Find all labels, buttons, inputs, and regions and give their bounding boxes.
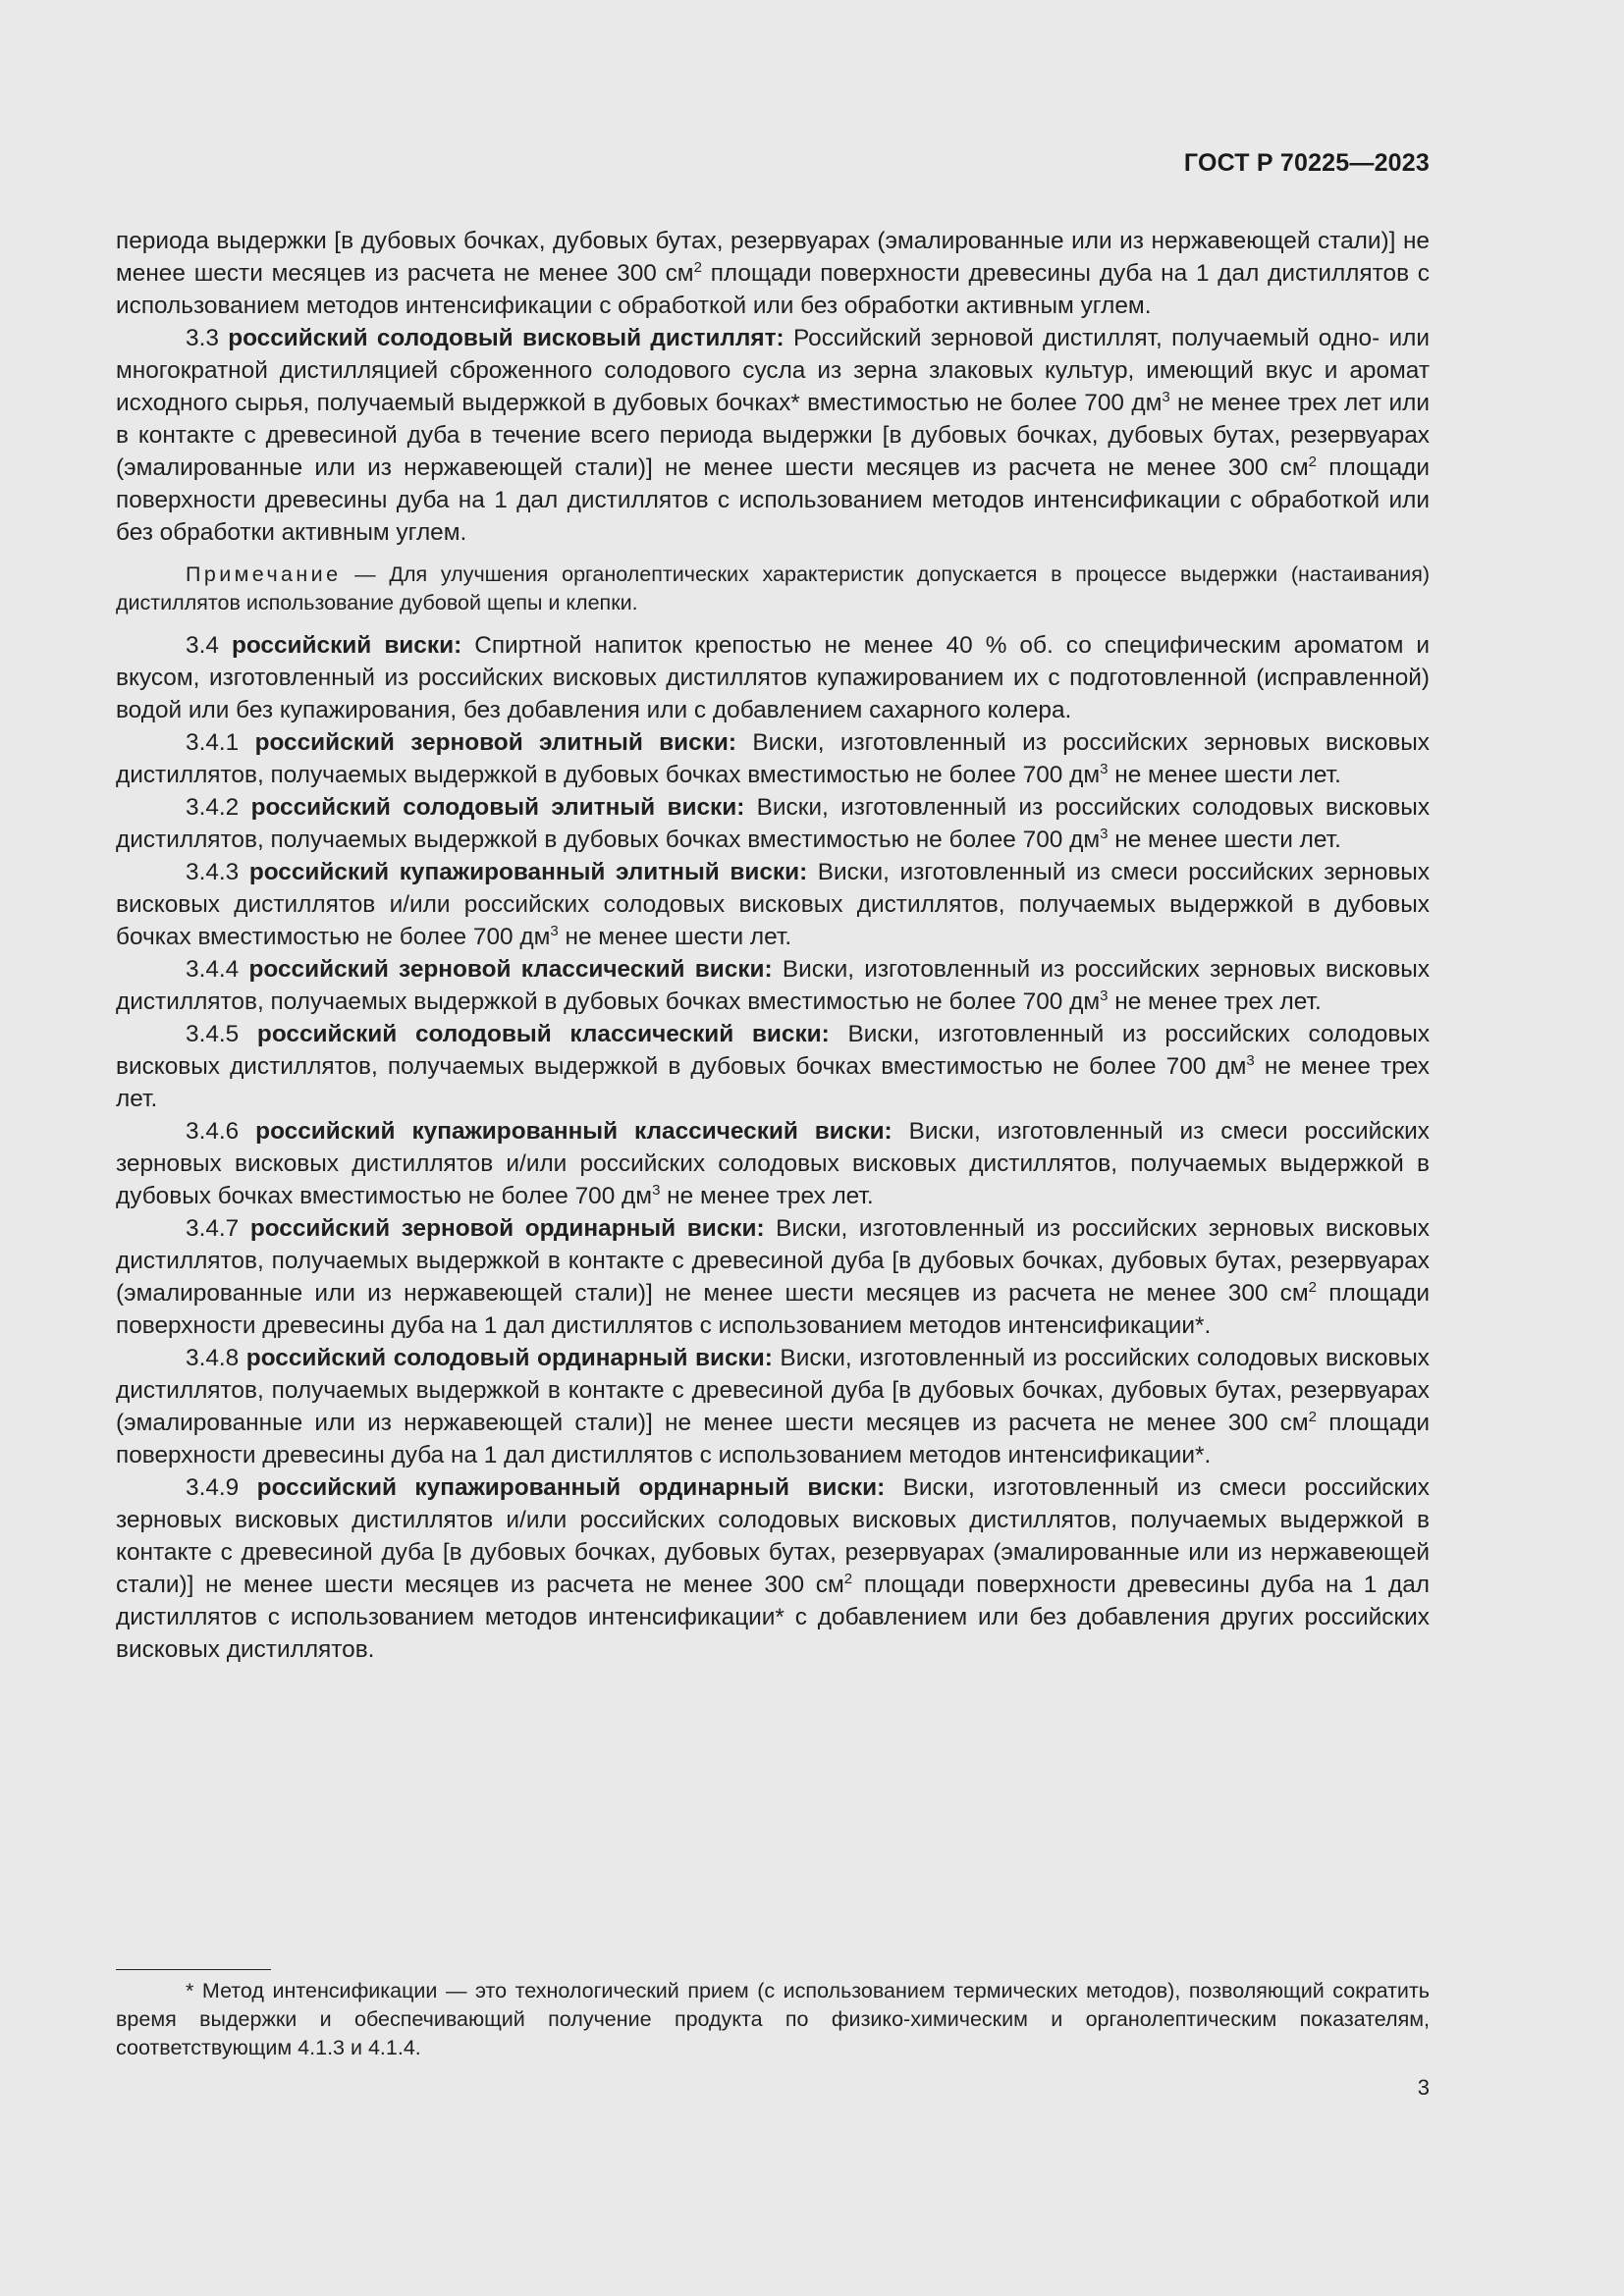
clause-number: 3.4.5	[186, 1021, 257, 1047]
clause-number: 3.3	[186, 325, 229, 351]
clause-number: 3.4.4	[186, 956, 249, 983]
clause-number: 3.4.1	[186, 729, 255, 756]
note	[116, 561, 1430, 617]
term: российский купажированный ординарный виски:	[256, 1474, 886, 1501]
clause-number: 3.4.6	[186, 1118, 256, 1145]
clause-number: 3.4.9	[186, 1474, 257, 1501]
term: российский солодовый элитный виски:	[250, 794, 745, 821]
definition-3-3: 3.3 российский солодовый висковый дистиллят: Российский зерновой дистиллят, получаемый одно- или многократной дистилляцией сброженного солодового сусла из зерна злаковых культур, имеющий вкус и аромат исходного сырья, получаемый выдержкой в дубовых бочках* вместимостью не более 700 $дм^3$ не менее трех лет или в контакте с древесиной дуба в течение всего периода выдержки [в дубовых бочках, дубовых бутах, резервуарах (эмалированные или из нержавеющей стали)] не менее шести месяцев из расчета не менее 300 $см^2$ площади поверхности древесины дуба на 1 дал дистиллятов с использованием методов интенсификации с обработкой или без обработки активным углем.	[116, 325, 1431, 546]
term: российский солодовый классический виски:	[256, 1021, 830, 1047]
definition-3-4-3: 3.4.3 российский купажированный элитный виски: Виски, изготовленный из смеси российских зерновых висковых дистиллятов и/или российских солодовых висковых дистиллятов, получаемых выдержкой в дубовых бочках вместимостью не более 700 $дм^3$ не менее шести лет.	[116, 859, 1431, 950]
clause-number: 3.4	[186, 632, 232, 659]
definition-3-4-6: 3.4.6 российский купажированный классический виски: Виски, изготовленный из смеси российских зерновых висковых дистиллятов и/или российских солодовых висковых дистиллятов, получаемых выдержкой в дубовых бочках вместимостью не более 700 $дм^3$ не менее трех лет.	[116, 1118, 1430, 1209]
term: российский солодовый ординарный виски:	[245, 1345, 773, 1371]
term: российский солодовый висковый дистиллят:	[228, 325, 785, 351]
term: российский виски:	[231, 632, 462, 659]
definition-3-4-7: 3.4.7 российский зерновой ординарный виски: Виски, изготовленный из российских зерновых висковых дистиллятов, получаемых выдержкой в контакте с древесиной дуба [в дубовых бочках, дубовых бутах, резервуарах (эмалированные или из нержавеющей стали)] не менее шести месяцев из расчета не менее 300 $см^2$ площади поверхности древесины дуба на 1 дал дистиллятов с использованием методов интенсификации*.	[116, 1215, 1431, 1339]
clause-number: 3.4.8	[186, 1345, 246, 1371]
paragraph-continuation: периода выдержки [в дубовых бочках, дубовых бутах, резервуарах (эмалированные или из нержавеющей стали)] не менее шести месяцев из расчета не менее 300 $см^2$ площади поверхности древесины дуба на 1 дал дистиллятов с использованием методов интенсификации с обработкой или без обработки активным углем.	[116, 228, 1431, 319]
definition-3-4-5: 3.4.5 российский солодовый классический виски: Виски, изготовленный из российских солодовых висковых дистиллятов, получаемых выдержкой в дубовых бочках вместимостью не более 700 $дм^3$ не менее трех лет.	[116, 1021, 1431, 1112]
definition-3-4-1: 3.4.1 российский зерновой элитный виски: Виски, изготовленный из российских зерновых висковых дистиллятов, получаемых выдержкой в дубовых бочках вместимостью не более 700 $дм^3$ не менее шести лет.	[116, 729, 1431, 788]
note-text: — Для улучшения органолептических характеристик допускается в процессе выдержки (настаивания) дистиллятов использование дубовой щепы и клепки.	[116, 562, 1430, 614]
document-body	[116, 225, 1430, 1666]
note-label: Примечание	[186, 562, 342, 586]
footnote-separator	[116, 1969, 271, 1970]
definition-3-4-9: 3.4.9 российский купажированный ординарный виски: Виски, изготовленный из смеси российских зерновых висковых дистиллятов и/или российских солодовых висковых дистиллятов, получаемых выдержкой в контакте с древесиной дуба [в дубовых бочках, дубовых бутах, резервуарах (эмалированные или из нержавеющей стали)] не менее шести месяцев из расчета не менее 300 $см^2$ площади поверхности древесины дуба на 1 дал дистиллятов с использованием методов интенсификации* с добавлением или без добавления других российских висковых дистиллятов.	[116, 1474, 1431, 1663]
term: российский зерновой классический виски:	[248, 956, 773, 983]
clause-number: 3.4.7	[186, 1215, 250, 1242]
clause-number: 3.4.3	[186, 859, 249, 885]
definition-3-4: 3.4 российский виски: Спиртной напиток крепостью не менее 40 % об. со специфическим ароматом и вкусом, изготовленный из российских висковых дистиллятов купажированием их с подготовленной (исправленной) водой или без купажирования, без добавления или с добавлением сахарного колера.	[116, 632, 1431, 723]
clause-number: 3.4.2	[186, 794, 251, 821]
term: российский зерновой ординарный виски:	[249, 1215, 765, 1242]
definition-3-4-8: 3.4.8 российский солодовый ординарный виски: Виски, изготовленный из российских солодовых висковых дистиллятов, получаемых выдержкой в контакте с древесиной дуба [в дубовых бочках, дубовых бутах, резервуарах (эмалированные или из нержавеющей стали)] не менее шести месяцев из расчета не менее 300 $см^2$ площади поверхности древесины дуба на 1 дал дистиллятов с использованием методов интенсификации*.	[116, 1345, 1431, 1468]
term: российский купажированный элитный виски:	[248, 859, 808, 885]
definition-3-4-2: 3.4.2 российский солодовый элитный виски: Виски, изготовленный из российских солодовых висковых дистиллятов, получаемых выдержкой в дубовых бочках вместимостью не более 700 $дм^3$ не менее шести лет.	[116, 794, 1431, 853]
document-code-header: ГОСТ Р 70225—2023	[1183, 149, 1430, 177]
term: российский купажированный классический виски:	[255, 1118, 893, 1145]
page-number: 3	[1417, 2075, 1430, 2100]
term: российский зерновой элитный виски:	[254, 729, 737, 756]
definition-3-4-4: 3.4.4 российский зерновой классический виски: Виски, изготовленный из российских зерновых висковых дистиллятов, получаемых выдержкой в дубовых бочках вместимостью не более 700 $дм^3$ не менее трех лет.	[116, 956, 1431, 1015]
footnote: * Метод интенсификации — это технологический прием (с использованием термических методов), позволяющий сократить время выдержки и обеспечивающий получение продукта по физико-химическим и органолептическим показателям, соответствующим 4.1.3 и 4.1.4.	[116, 1979, 1430, 2059]
